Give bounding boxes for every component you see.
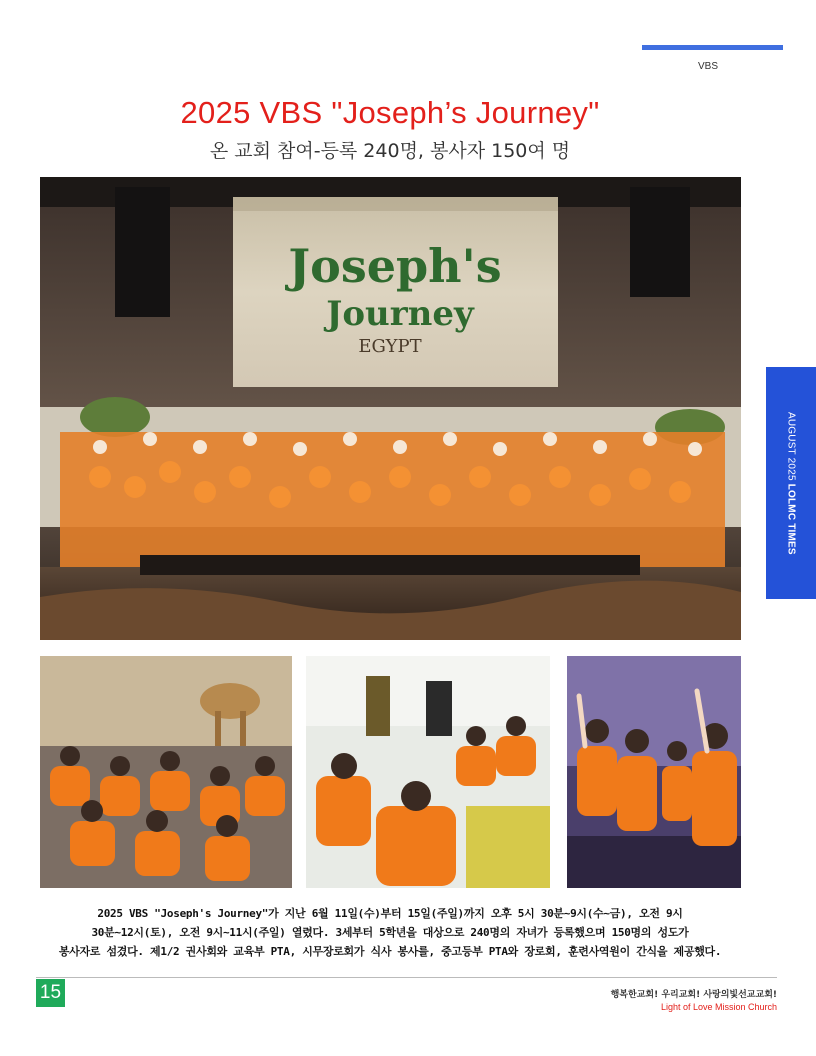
screen-title-line3: EGYPT: [358, 336, 422, 357]
article-subhead: 온 교회 참여-등록 240명, 봉사자 150여 명: [209, 140, 571, 162]
page-number: 15: [36, 979, 65, 1007]
caption-line: 30분~12시(토), 오전 9시~11시(주일) 열렸다. 3세부터 5학년을 대상으로 240명의 자녀가 등록했으며 150명의 성도가: [91, 926, 689, 939]
photo-children-seated: [40, 656, 292, 888]
photo-caption: [36, 904, 744, 961]
main-stage-photo: [40, 177, 741, 640]
issue-side-tab: [766, 367, 816, 599]
footer-church-name: Light of Love Mission Church: [660, 1002, 777, 1012]
photo-children-cheering: [306, 656, 550, 888]
screen-title-line2: Journey: [326, 294, 474, 334]
issue-date: AUGUST 2025: [785, 411, 797, 484]
footer-motto: 행복한교회! 우리교회! 사랑의빛선교교회!: [610, 990, 777, 1000]
section-label: VBS: [697, 61, 718, 72]
issue-side-tab-text: [786, 412, 797, 555]
caption-line: 봉사자로 섬겼다. 제1/2 권사회와 교육부 PTA, 시무장로회가 식사 봉사를, 중고등부 PTA와 장로회, 훈련사역원이 간식을 제공했다.: [58, 945, 722, 958]
caption-line: 2025 VBS "Joseph's Journey"가 지난 6월 11일(수)부터 15일(주일)까지 오후 5시 30분~9시(수~금), 오전 9시: [97, 907, 683, 920]
footer-rule: [36, 977, 777, 978]
photo-children-dancing: [567, 656, 741, 888]
top-accent-rule: [642, 45, 783, 50]
article-headline: 2025 VBS "Joseph’s Journey": [180, 95, 600, 130]
screen-title-line1: Joseph's: [288, 239, 502, 293]
publication-name: LOLMC TIMES: [785, 483, 797, 555]
